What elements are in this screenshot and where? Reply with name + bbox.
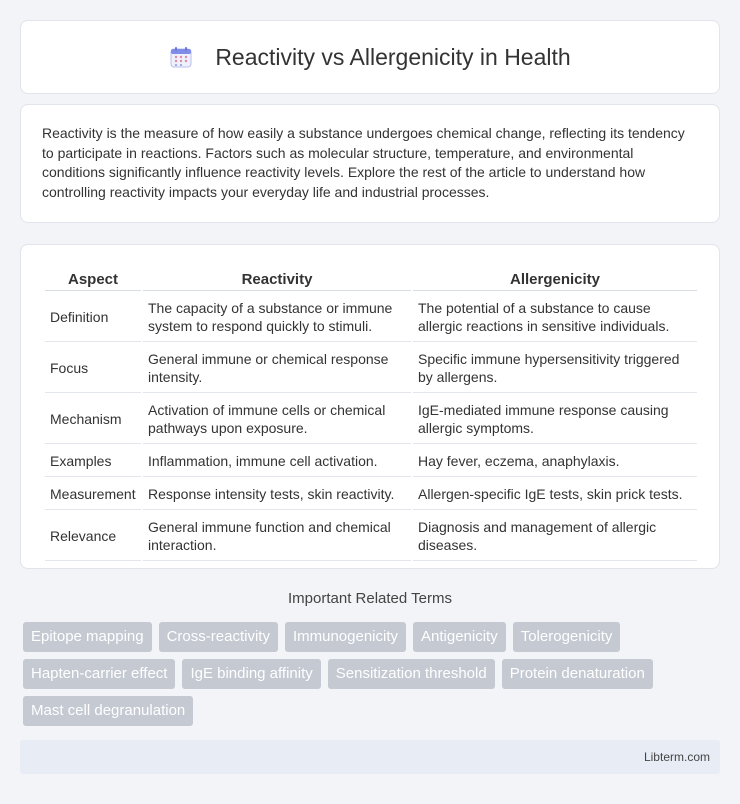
term-chip[interactable]: Hapten-carrier effect	[23, 659, 175, 689]
allergenicity-cell: Specific immune hypersensitivity triggered by allergens.	[413, 344, 697, 393]
reactivity-cell: Inflammation, immune cell activation.	[143, 446, 411, 477]
table-row	[45, 293, 697, 342]
term-chip[interactable]: Protein denaturation	[502, 659, 653, 689]
column-header-reactivity: Reactivity	[143, 265, 411, 291]
table-row	[45, 479, 697, 510]
comparison-table	[43, 263, 699, 563]
term-chip[interactable]: Immunogenicity	[285, 622, 406, 652]
term-chip[interactable]: IgE binding affinity	[182, 659, 320, 689]
reactivity-cell: General immune function and chemical interaction.	[143, 512, 411, 561]
calendar-icon	[169, 45, 193, 69]
allergenicity-cell: Hay fever, eczema, anaphylaxis.	[413, 446, 697, 477]
footer	[20, 740, 720, 774]
table-row	[45, 344, 697, 393]
reactivity-cell: Response intensity tests, skin reactivity.	[143, 479, 411, 510]
table-row	[45, 446, 697, 477]
term-chip[interactable]: Sensitization threshold	[328, 659, 495, 689]
footer-brand-link[interactable]: Libterm.com	[643, 750, 710, 764]
table-row	[45, 395, 697, 444]
term-chip[interactable]: Mast cell degranulation	[23, 696, 193, 726]
aspect-cell: Measurement	[45, 479, 141, 510]
term-chip[interactable]: Antigenicity	[413, 622, 506, 652]
term-chip[interactable]: Epitope mapping	[23, 622, 152, 652]
reactivity-cell: The capacity of a substance or immune system to respond quickly to stimuli.	[143, 293, 411, 342]
reactivity-cell: Activation of immune cells or chemical pathways upon exposure.	[143, 395, 411, 444]
intro-card	[20, 104, 720, 223]
allergenicity-cell: Allergen-specific IgE tests, skin prick tests.	[413, 479, 697, 510]
term-chip[interactable]: Cross-reactivity	[159, 622, 278, 652]
aspect-cell: Examples	[45, 446, 141, 477]
related-terms-title: Important Related Terms	[288, 590, 452, 607]
comparison-table-card	[20, 244, 720, 569]
allergenicity-cell: IgE-mediated immune response causing allergic symptoms.	[413, 395, 697, 444]
column-header-allergenicity: Allergenicity	[413, 265, 697, 291]
intro-text: Reactivity is the measure of how easily a substance undergoes chemical change, reflecting its tendency to participate in reactions. Factors such as molecular structure, temperature, and environmental conditions significantly influence reactivity levels. Explore the rest of the article to understand how controlling reactivity impacts your everyday life and industrial processes.	[42, 125, 685, 200]
related-terms-list	[23, 622, 713, 726]
aspect-cell: Relevance	[45, 512, 141, 561]
aspect-cell: Mechanism	[45, 395, 141, 444]
aspect-cell: Focus	[45, 344, 141, 393]
column-header-aspect: Aspect	[45, 265, 141, 291]
table-header-row	[45, 265, 697, 291]
reactivity-cell: General immune or chemical response intensity.	[143, 344, 411, 393]
page-title: Reactivity vs Allergenicity in Health	[215, 43, 571, 70]
table-row	[45, 512, 697, 561]
allergenicity-cell: Diagnosis and management of allergic diseases.	[413, 512, 697, 561]
term-chip[interactable]: Tolerogenicity	[513, 622, 621, 652]
header-card	[20, 20, 720, 94]
allergenicity-cell: The potential of a substance to cause allergic reactions in sensitive individuals.	[413, 293, 697, 342]
aspect-cell: Definition	[45, 293, 141, 342]
